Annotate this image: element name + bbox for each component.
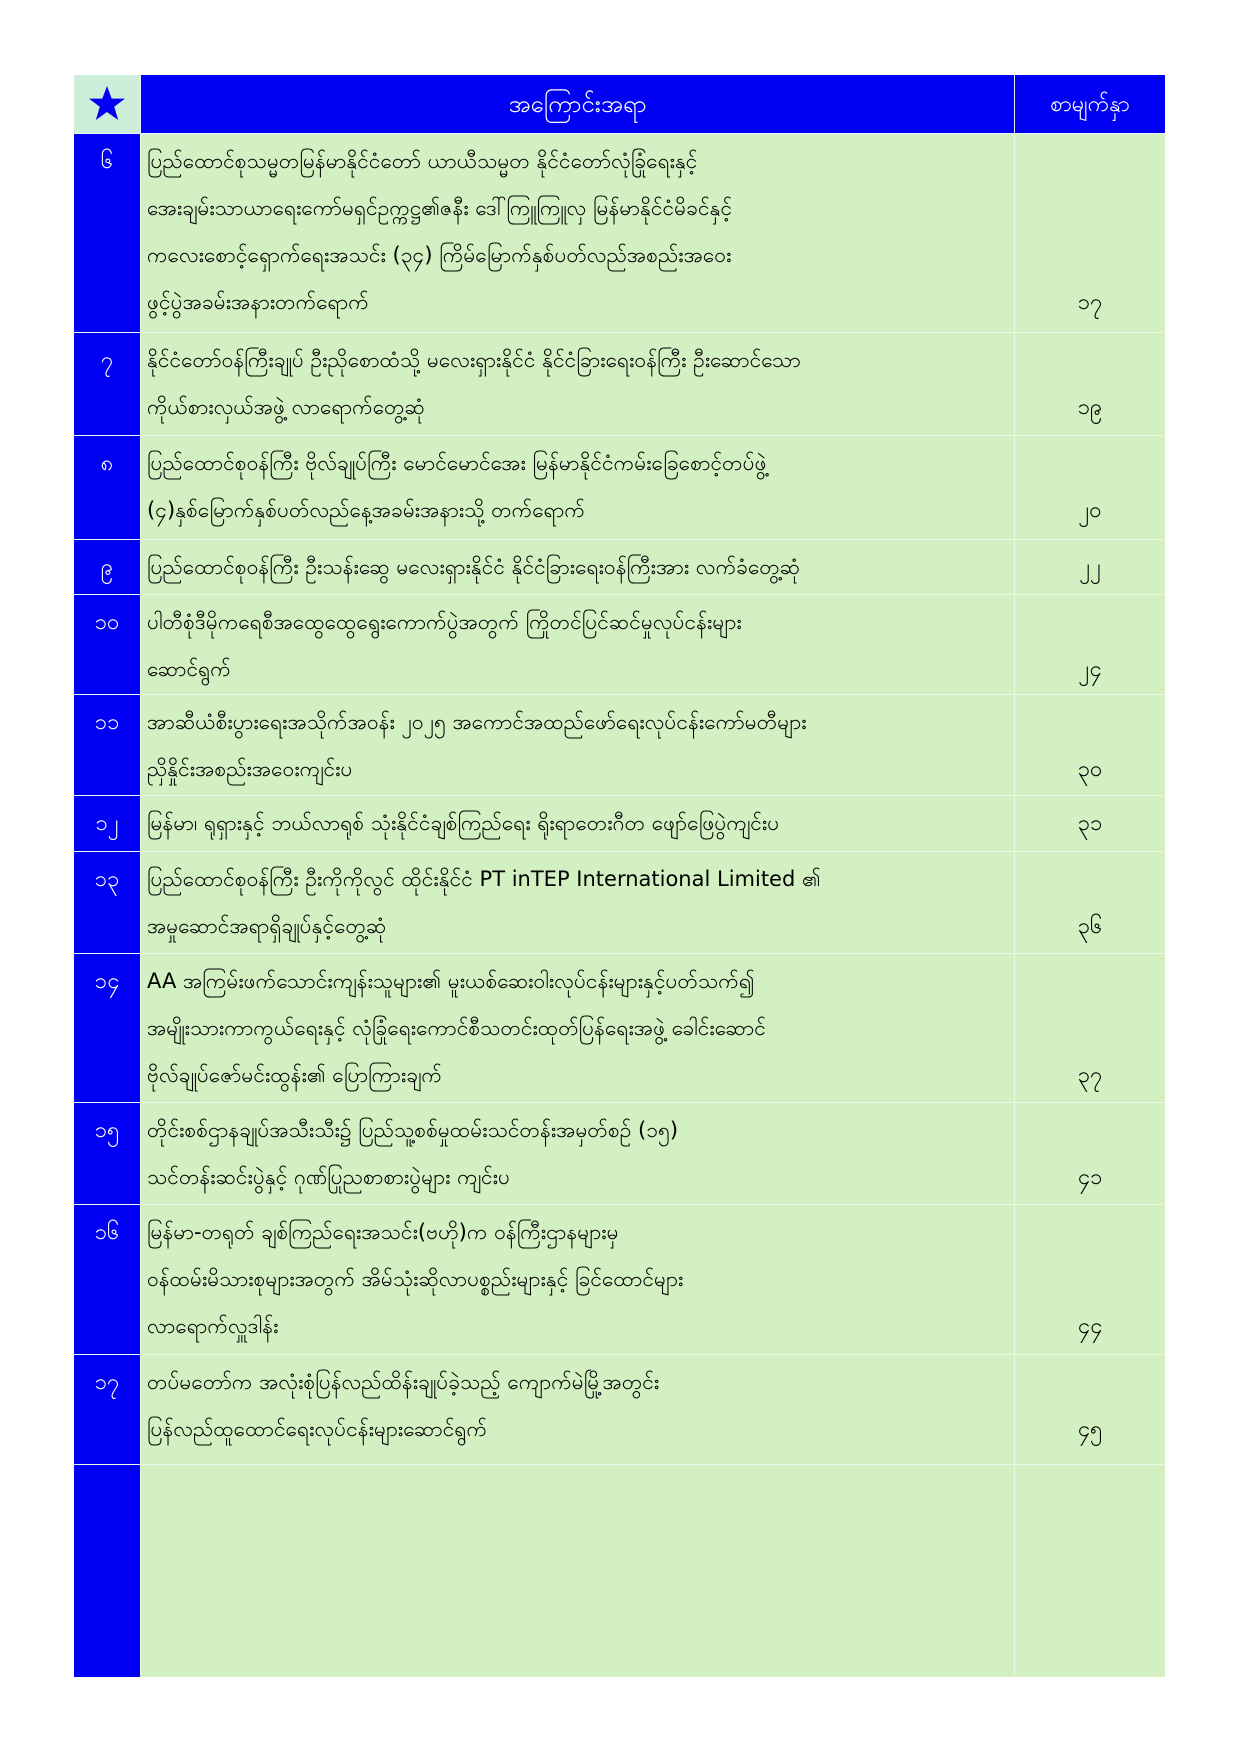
row-number: ၁၀ bbox=[74, 595, 140, 694]
page-column-header: စာမျက်နှာ bbox=[1014, 75, 1165, 133]
title-line: ဖွင့်ပွဲအခမ်းအနားတက်ရောက် bbox=[147, 290, 369, 314]
title-line: ဝန်ထမ်းမိသားစုများအတွက် အိမ်သုံးဆိုလာပစ္စည်းများနှင့် ခြင်ထောင်များ bbox=[147, 1267, 684, 1291]
row-number: ၁၂ bbox=[74, 796, 140, 851]
empty-filler-row bbox=[74, 1465, 1165, 1677]
row-number: ၁၆ bbox=[74, 1205, 140, 1354]
toc-row bbox=[74, 540, 1165, 595]
title-line: ပြည်ထောင်စုဝန်ကြီး ဦးသန်းဆွေ မလေးရှားနိုင်ငံ နိုင်ငံခြားရေးဝန်ကြီးအား လက်ခံတွေ့ဆုံ bbox=[147, 555, 801, 579]
row-number: ၁၅ bbox=[74, 1103, 140, 1204]
row-title bbox=[140, 1103, 1014, 1204]
row-title bbox=[140, 595, 1014, 694]
title-line: ပြည်ထောင်စုဝန်ကြီး ဗိုလ်ချုပ်ကြီး မောင်မောင်အေး မြန်မာနိုင်ငံကမ်းခြေစောင့်တပ်ဖွဲ့ bbox=[147, 451, 767, 475]
title-line: ကိုယ်စားလှယ်အဖွဲ့ လာရောက်တွေ့ဆုံ bbox=[147, 395, 425, 419]
page-number: ၄၅ bbox=[1014, 1355, 1165, 1464]
row-title bbox=[140, 852, 1014, 953]
row-title bbox=[140, 333, 1014, 435]
toc-row bbox=[74, 1103, 1165, 1205]
page-number: ၁၉ bbox=[1014, 333, 1165, 435]
title-line: အမျိုးသားကာကွယ်ရေးနှင့် လုံခြုံရေးကောင်စီသတင်းထုတ်ပြန်ရေးအဖွဲ့ ခေါင်းဆောင် bbox=[147, 1016, 766, 1040]
page-number: ၃၆ bbox=[1014, 852, 1165, 953]
title-line: တိုင်းစစ်ဌာနချုပ်အသီးသီး၌ ပြည်သူ့စစ်မှုထမ်းသင်တန်းအမှတ်စဉ် (၁၅) bbox=[147, 1118, 679, 1142]
page-number: ၃၇ bbox=[1014, 954, 1165, 1102]
row-title bbox=[140, 134, 1014, 332]
toc-row bbox=[74, 595, 1165, 695]
page-number: ၄၁ bbox=[1014, 1103, 1165, 1204]
row-title bbox=[140, 540, 1014, 594]
star-icon bbox=[87, 84, 127, 124]
toc-row bbox=[74, 796, 1165, 852]
row-number: ၉ bbox=[74, 540, 140, 594]
title-line: ညှိနှိုင်းအစည်းအဝေးကျင်းပ bbox=[147, 757, 353, 781]
row-title bbox=[140, 1205, 1014, 1354]
content-column-filler bbox=[140, 1465, 1014, 1677]
toc-row bbox=[74, 695, 1165, 796]
number-column-filler bbox=[74, 1465, 140, 1677]
toc-row bbox=[74, 333, 1165, 436]
title-line: ပြန်လည်ထူထောင်ရေးလုပ်ငန်းများဆောင်ရွက် bbox=[147, 1417, 488, 1441]
star-cell bbox=[74, 75, 140, 133]
page-number: ၄၄ bbox=[1014, 1205, 1165, 1354]
page-number: ၃၁ bbox=[1014, 796, 1165, 851]
title-line: တပ်မတော်က အလုံးစုံပြန်လည်ထိန်းချုပ်ခဲ့သည့် ကျောက်မဲမြို့အတွင်း bbox=[147, 1370, 660, 1394]
row-number: ၆ bbox=[74, 134, 140, 332]
row-number: ၁၇ bbox=[74, 1355, 140, 1464]
title-line: ပါတီစုံဒီမိုကရေစီအထွေထွေရွေးကောက်ပွဲအတွက် ကြိုတင်ပြင်ဆင်မှုလုပ်ငန်းများ bbox=[147, 610, 742, 634]
row-number: ၈ bbox=[74, 436, 140, 539]
row-number: ၁၄ bbox=[74, 954, 140, 1102]
row-title bbox=[140, 1355, 1014, 1464]
page-number: ၂၄ bbox=[1014, 595, 1165, 694]
table-of-contents bbox=[74, 75, 1165, 1677]
page-number: ၁၇ bbox=[1014, 134, 1165, 332]
title-line: အာဆီယံစီးပွားရေးအသိုက်အဝန်း ၂၀၂၅ အကောင်အထည်ဖော်ရေးလုပ်ငန်းကော်မတီများ bbox=[147, 710, 807, 734]
toc-header-row bbox=[74, 75, 1165, 134]
title-line: မြန်မာ၊ ရုရှားနှင့် ဘယ်လာရုစ် သုံးနိုင်ငံချစ်ကြည်ရေး ရိုးရာတေးဂီတ ဖျော်ဖြေပွဲကျင်းပ bbox=[147, 811, 780, 835]
page-number: ၂၂ bbox=[1014, 540, 1165, 594]
title-line: (၄)နှစ်မြောက်နှစ်ပတ်လည်နေ့အခမ်းအနားသို့ တက်ရောက် bbox=[147, 498, 585, 522]
title-line: AA အကြမ်းဖက်သောင်းကျန်းသူများ၏ မူးယစ်ဆေးဝါးလုပ်ငန်းများနှင့်ပတ်သက်၍ bbox=[147, 969, 755, 993]
row-title bbox=[140, 695, 1014, 795]
row-number: ၁၃ bbox=[74, 852, 140, 953]
toc-row bbox=[74, 1205, 1165, 1355]
title-line: အေးချမ်းသာယာရေးကော်မရှင်ဥက္ကဋ္ဌ၏ဇနီး ဒေါ်ကြူကြူလှ မြန်မာနိုင်ငံမိခင်နှင့် bbox=[147, 196, 733, 220]
title-line: မြန်မာ-တရုတ် ချစ်ကြည်ရေးအသင်း(ဗဟို)က ဝန်ကြီးဌာနများမှ bbox=[147, 1220, 619, 1244]
page-number: ၃၀ bbox=[1014, 695, 1165, 795]
toc-row bbox=[74, 1355, 1165, 1465]
contents-column-header: အကြောင်းအရာ bbox=[140, 75, 1014, 133]
page-column-filler bbox=[1014, 1465, 1165, 1677]
title-line: ကလေးစောင့်ရှောက်ရေးအသင်း (၃၄) ကြိမ်မြောက်နှစ်ပတ်လည်အစည်းအဝေး bbox=[147, 243, 732, 267]
row-title bbox=[140, 436, 1014, 539]
title-line: ပြည်ထောင်စုဝန်ကြီး ဦးကိုကိုလွင် ထိုင်းနိုင်ငံ PT inTEP International Limited ၏ bbox=[147, 867, 821, 891]
toc-row bbox=[74, 436, 1165, 540]
toc-row bbox=[74, 852, 1165, 954]
row-number: ၇ bbox=[74, 333, 140, 435]
title-line: လာရောက်လှူဒါန်း bbox=[147, 1314, 279, 1338]
row-number: ၁၁ bbox=[74, 695, 140, 795]
title-line: ဗိုလ်ချုပ်ဇော်မင်းထွန်း၏ ပြောကြားချက် bbox=[147, 1063, 442, 1087]
title-line: နိုင်ငံတော်ဝန်ကြီးချုပ် ဦးညိုစောထံသို့ မလေးရှားနိုင်ငံ နိုင်ငံခြားရေးဝန်ကြီး ဦးဆောင်သော bbox=[147, 348, 801, 372]
row-title bbox=[140, 796, 1014, 851]
title-line: သင်တန်းဆင်းပွဲနှင့် ဂုဏ်ပြုညစာစားပွဲများ ကျင်းပ bbox=[147, 1165, 510, 1189]
title-line: ဆောင်ရွက် bbox=[147, 657, 231, 681]
title-line: ပြည်ထောင်စုသမ္မတမြန်မာနိုင်ငံတော် ယာယီသမ္မတ နိုင်ငံတော်လုံခြုံရေးနှင့် bbox=[147, 149, 698, 173]
page-number: ၂၀ bbox=[1014, 436, 1165, 539]
toc-row bbox=[74, 134, 1165, 333]
toc-row bbox=[74, 954, 1165, 1103]
row-title bbox=[140, 954, 1014, 1102]
title-line: အမှုဆောင်အရာရှိချုပ်နှင့်တွေ့ဆုံ bbox=[147, 914, 387, 938]
